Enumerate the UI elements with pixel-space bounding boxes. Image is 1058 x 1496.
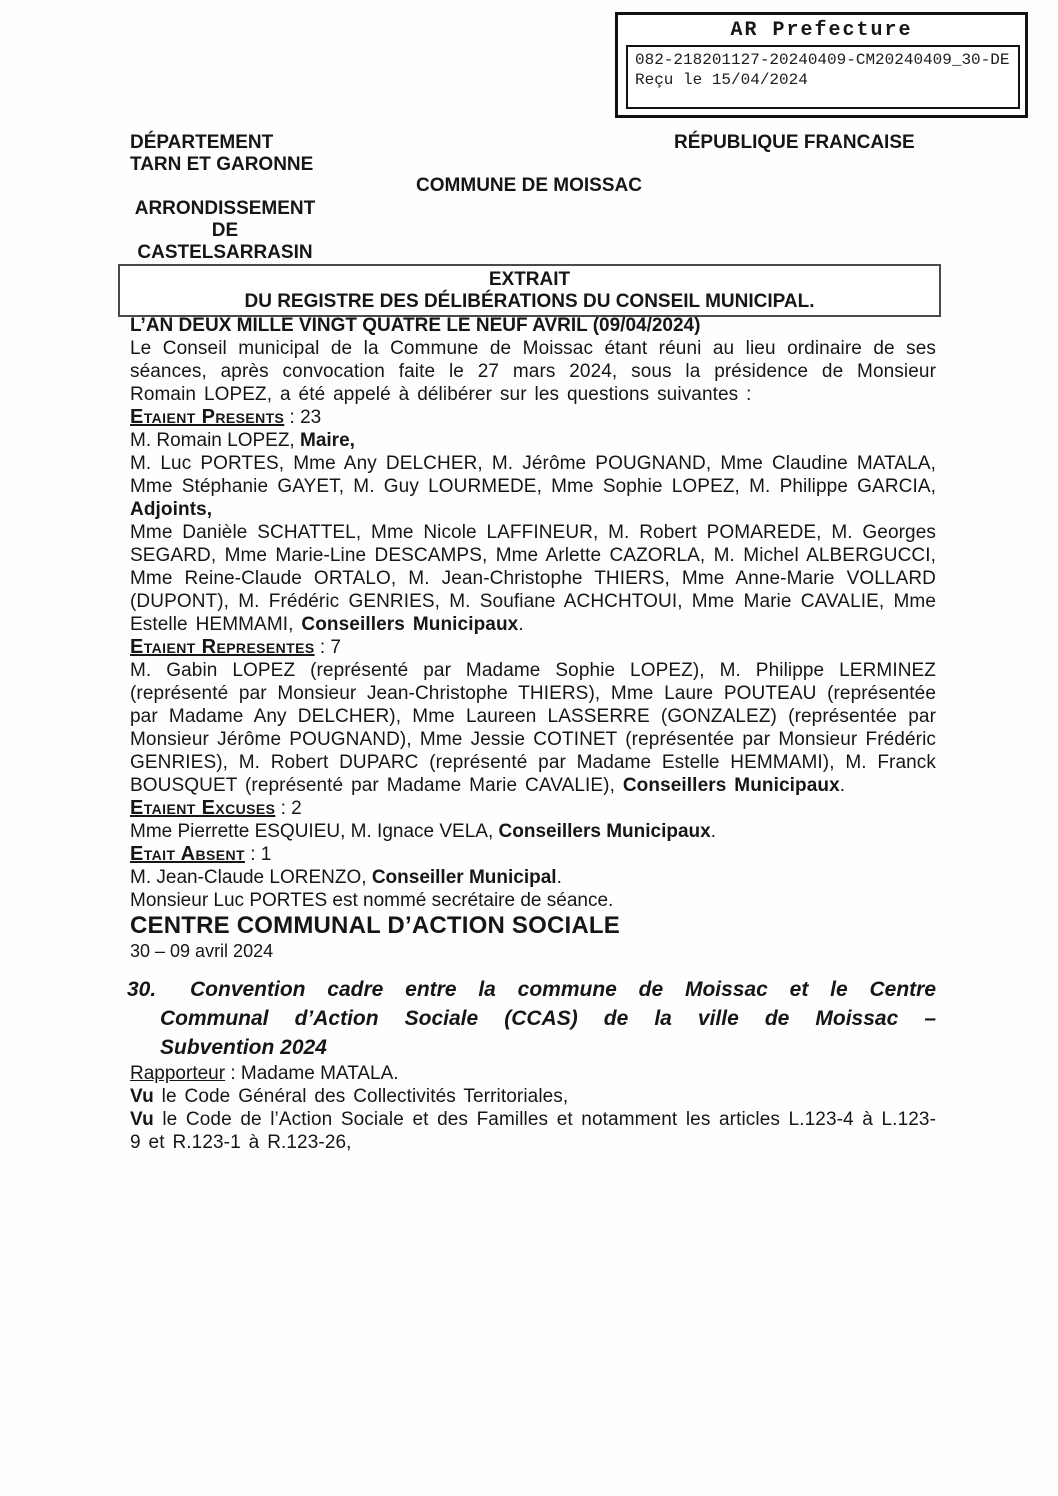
conseillers-names: Mme Danièle SCHATTEL, Mme Nicole LAFFINEUR, M. Robert POMAREDE, M. Georges SEGARD, Mme Marie-Line DESCAMPS, Mme Arlette CAZORLA, M. Michel ALBERGUCCI, Mme Reine-Claude ORTALO, M. Jean-Christophe THIERS, Mme Anne-Marie VOLLARD (DUPONT), M. Frédéric GENRIES, M. Soufiane ACHCHTOUI, Mme Marie CAVALIE, Mme Estelle HEMMAMI, (130, 522, 936, 635)
etaient-representes-count: : 7 (314, 637, 341, 658)
secretary-line: Monsieur Luc PORTES est nommé secrétaire de séance. (130, 890, 614, 911)
rapporteur-line (130, 1062, 936, 1085)
rapporteur-label: Rapporteur (130, 1063, 226, 1084)
vu1-lead: Vu (130, 1086, 154, 1107)
absent-title: Conseiller Municipal (371, 867, 557, 888)
mayor-title: Maire, (300, 430, 355, 451)
extrait-line2: DU REGISTRE DES DÉLIBÉRATIONS DU CONSEIL MUNICIPAL. (244, 291, 815, 312)
excuses-line (130, 820, 936, 843)
absent-name: M. Jean-Claude LORENZO, (130, 867, 372, 888)
letterhead-commune: COMMUNE DE MOISSAC (416, 175, 642, 196)
item-title-line3: Subvention 2024 (160, 1036, 327, 1059)
stamp-inner-box (626, 45, 1020, 109)
item-title-line2: Communal d’Action Sociale (CCAS) de la ville de Moissac – (160, 1007, 936, 1030)
session-date-line: L’AN DEUX MILLE VINGT QUATRE LE NEUF AVRIL (09/04/2024) (130, 315, 701, 336)
excuses-period: . (710, 821, 717, 842)
etaient-excuses-label: Etaient Excuses (130, 797, 276, 819)
vu-paragraph-1 (130, 1085, 936, 1108)
absent-period: . (556, 867, 562, 888)
adjoints-names: M. Luc PORTES, Mme Any DELCHER, M. Jérôme POUGNAND, Mme Claudine MATALA, Mme Stéphanie GAYET, M. Guy LOURMEDE, Mme Sophie LOPEZ, M. Philippe GARCIA, (130, 453, 936, 497)
letterhead-republic: RÉPUBLIQUE FRANCAISE (674, 132, 915, 153)
deliberation-item-title (127, 975, 936, 1062)
etaient-representes-label: Etaient Representes (130, 636, 315, 658)
etaient-presents-count: : 23 (284, 407, 322, 428)
representes-period: . (839, 775, 846, 796)
document-body (127, 314, 936, 1154)
conseillers-paragraph (130, 521, 936, 636)
conseillers-period: . (518, 614, 524, 635)
session-intro-paragraph: Le Conseil municipal de la Commune de Moissac étant réuni au lieu ordinaire de ses séances, après convocation faite le 27 mars 2024, sous la présidence de Monsieur Romain LOPEZ, a été appelé à délibérer sur les questions suivantes : (130, 338, 936, 405)
department-line1: DÉPARTEMENT (130, 132, 274, 153)
extrait-line1: EXTRAIT (488, 269, 571, 290)
arrondissement-line3: CASTELSARRASIN (137, 242, 313, 263)
etait-absent-label: Etait Absent (130, 843, 245, 865)
rapporteur-name: : Madame MATALA. (225, 1063, 399, 1084)
stamp-received-date: Reçu le 15/04/2024 (635, 71, 808, 89)
absent-line (130, 866, 936, 889)
heading-etait-absent (130, 843, 936, 866)
excuses-title: Conseillers Municipaux (498, 821, 711, 842)
mayor-line (130, 429, 936, 452)
item-number: 30. (127, 978, 157, 1001)
vu1-text: le Code Général des Collectivités Territoriales, (153, 1086, 569, 1107)
representes-paragraph (130, 659, 936, 797)
stamp-reference-number: 082-218201127-20240409-CM20240409_30-DE (635, 51, 1010, 69)
extrait-title-box (118, 264, 941, 317)
representes-names: M. Gabin LOPEZ (représenté par Madame Sophie LOPEZ), M. Philippe LERMINEZ (représenté par Monsieur Jean-Christophe THIERS), Mme Laure POUTEAU (représentée par Madame Any DELCHER), Mme Laureen LASSERRE (GONZALEZ) (représentée par Monsieur Jérôme POUGNAND), Mme Jessie COTINET (représentée par Monsieur Frédéric GENRIES), M. Robert DUPARC (représenté par Madame Estelle HEMMAMI), M. Franck BOUSQUET (représenté par Madame Marie CAVALIE), (130, 660, 936, 796)
representes-title: Conseillers Municipaux (622, 775, 840, 796)
vu2-lead: Vu (130, 1109, 154, 1130)
mayor-name: M. Romain LOPEZ, (130, 430, 300, 451)
item-title-line1: Convention cadre entre la commune de Moissac et le Centre (190, 978, 936, 1001)
heading-etaient-presents (130, 406, 936, 429)
letterhead-arrondissement (130, 198, 320, 264)
heading-etaient-excuses (130, 797, 936, 820)
stamp-title: AR Prefecture (730, 19, 913, 42)
vu-paragraph-2 (130, 1108, 936, 1154)
adjoints-paragraph (130, 452, 936, 521)
adjoints-title: Adjoints, (130, 499, 213, 520)
department-line2: TARN ET GARONNE (130, 154, 314, 175)
etaient-excuses-count: : 2 (275, 798, 302, 819)
conseillers-title: Conseillers Municipaux (301, 614, 519, 635)
letterhead-department (130, 132, 313, 176)
heading-etaient-representes (130, 636, 936, 659)
vu2-text: le Code de l’Action Sociale et des Familles et notamment les articles L.123-4 à L.123-9 et R.123-1 à R.123-26, (130, 1109, 936, 1153)
excuses-names: Mme Pierrette ESQUIEU, M. Ignace VELA, (130, 821, 499, 842)
section-title: CENTRE COMMUNAL D’ACTION SOCIALE (130, 912, 620, 939)
etaient-presents-label: Etaient Presents (130, 406, 285, 428)
arrondissement-line1: ARRONDISSEMENT (134, 198, 316, 219)
ar-prefecture-stamp (615, 12, 1028, 118)
section-subtitle: 30 – 09 avril 2024 (130, 941, 274, 961)
arrondissement-line2: DE (211, 220, 239, 241)
etait-absent-count: : 1 (244, 844, 272, 865)
